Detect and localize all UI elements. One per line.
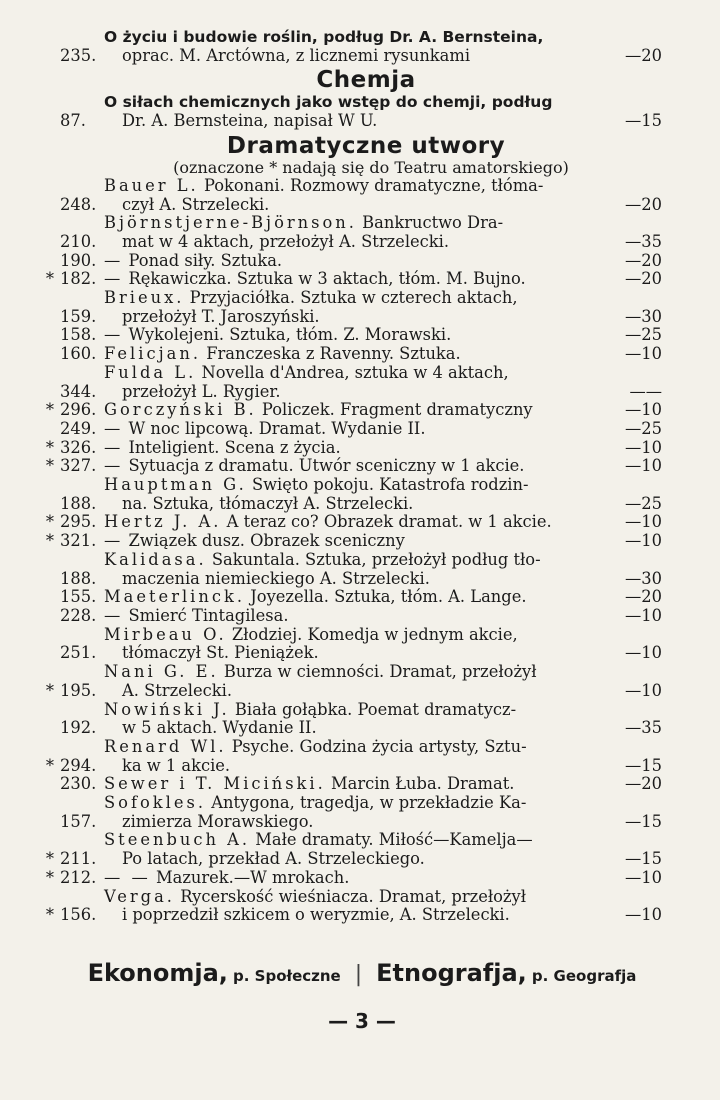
entry-description	[104, 831, 610, 868]
entry-price: —20	[625, 250, 662, 270]
entry-author: Nani G. E.	[104, 662, 219, 682]
entry-number: 230.	[60, 774, 97, 794]
entry-number: 182.	[60, 269, 97, 289]
amateur-mark: *	[45, 849, 54, 869]
entry-author: Felicjan.	[104, 344, 201, 364]
entry-continuation: oprac. M. Arctówna, z licznemi rysunkami	[122, 45, 471, 65]
entry-description	[104, 775, 610, 794]
entry-title: Marcin Łuba. Dramat.	[331, 774, 515, 794]
catalog-entry	[40, 588, 662, 607]
entry-description	[104, 326, 610, 345]
entry-title: Rycerskość wieśniacza. Dramat, przełożył	[180, 886, 526, 906]
amateur-mark: *	[45, 400, 54, 420]
footer-separator: |	[354, 961, 363, 987]
entry-number: 327.	[60, 456, 97, 476]
catalog-entry	[40, 794, 662, 831]
entry-title: Smierć Tintagilesa.	[128, 605, 289, 625]
catalog-entry	[40, 607, 662, 626]
catalog-entry	[40, 401, 662, 420]
entry-price: —10	[625, 400, 662, 420]
entry-continuation: maczenia niemieckiego A. Strzelecki.	[122, 568, 430, 588]
entry-price: —10	[625, 512, 662, 532]
entry-description	[104, 701, 610, 738]
entry-number: 235.	[60, 45, 97, 65]
entries-chemja	[40, 93, 662, 130]
entry-description	[104, 252, 610, 271]
catalog-entry	[40, 701, 662, 738]
entry-number: 155.	[60, 587, 97, 607]
entry-description	[104, 888, 610, 925]
entry-description	[104, 551, 610, 588]
entry-number: 190.	[60, 250, 97, 270]
entry-price: —20	[625, 194, 662, 214]
entry-description	[104, 794, 610, 831]
entry-author: Gorczyński B.	[104, 400, 257, 420]
entry-number: 248.	[60, 194, 97, 214]
entry-title: Psyche. Godzina życia artysty, Sztu-	[231, 736, 527, 756]
entry-number: 249.	[60, 418, 97, 438]
footer-etnografja-ref: p. Geografja	[531, 966, 637, 985]
entry-price: —15	[625, 849, 662, 869]
entry-author: Hertz J. A.	[104, 512, 222, 532]
entry-author: Nowiński J.	[104, 699, 230, 719]
entry-description	[104, 869, 610, 888]
entry-author: Maeterlinck.	[104, 587, 246, 607]
entry-description	[104, 177, 610, 214]
entry-author: Sofokles.	[104, 793, 207, 813]
entry-description	[104, 401, 610, 420]
entry-author: Kalidasa.	[104, 549, 207, 569]
entry-number: 159.	[60, 306, 97, 326]
entry-number: 195.	[60, 680, 97, 700]
section-heading-dramat: Dramatyczne utwory	[226, 132, 506, 159]
entry-title: Policzek. Fragment dramatyczny	[261, 400, 533, 420]
section-note-dramat: (oznaczone * nadają się do Teatru amatorskiego)	[173, 157, 569, 177]
entry-description	[104, 214, 610, 251]
entry-author: —	[104, 269, 124, 289]
footer-ekonomja: Ekonomja,	[87, 958, 228, 987]
entry-author: Steenbuch A.	[104, 830, 251, 850]
entry-title: Sytuacja z dramatu. Utwór sceniczny w 1 akcie.	[128, 456, 525, 476]
catalog-entry	[40, 551, 662, 588]
entry-author: Brieux.	[104, 288, 185, 308]
entry-price: —10	[625, 680, 662, 700]
entry-price: —20	[625, 269, 662, 289]
entry-number: 344.	[60, 381, 97, 401]
entry-author: Hauptman G.	[104, 475, 247, 495]
entry-number: 211.	[60, 849, 97, 869]
entry-number: 296.	[60, 400, 97, 420]
entry-continuation: A. Strzelecki.	[122, 680, 233, 700]
catalog-entry	[40, 513, 662, 532]
catalog-entry	[40, 869, 662, 888]
entry-continuation: i poprzedził szkicem o weryzmie, A. Strzelecki.	[122, 905, 510, 925]
entry-title: Pokonani. Rozmowy dramatyczne, tłóma-	[203, 175, 544, 195]
entry-price: —15	[625, 811, 662, 831]
entry-description	[104, 270, 610, 289]
amateur-mark: *	[45, 531, 54, 551]
section-heading-chemja: Chemja	[316, 67, 416, 94]
entry-number: 210.	[60, 231, 97, 251]
entry-number: 188.	[60, 493, 97, 513]
catalog-entry	[40, 439, 662, 458]
entry-title: Joyezella. Sztuka, tłóm. A. Lange.	[250, 587, 527, 607]
entry-author: Sewer i T. Miciński.	[104, 774, 326, 794]
entry-price: —35	[625, 718, 662, 738]
entry-title: Swięto pokoju. Katastrofa rodzin-	[251, 475, 529, 495]
catalog-entry	[40, 289, 662, 326]
amateur-mark: *	[45, 437, 54, 457]
entry-number: 156.	[60, 905, 97, 925]
entry-author: Fulda L.	[104, 362, 197, 382]
entry-number: 251.	[60, 643, 97, 663]
entry-description	[104, 457, 610, 476]
entry-author: Bauer L.	[104, 175, 199, 195]
entry-price: —10	[625, 605, 662, 625]
entry-title: Związek dusz. Obrazek sceniczny	[128, 531, 405, 551]
entry-price: —25	[625, 418, 662, 438]
catalog-entry	[40, 663, 662, 700]
catalog-entry	[40, 326, 662, 345]
entry-price: —10	[625, 867, 662, 887]
entry-description	[104, 364, 610, 401]
entry-number: 228.	[60, 605, 97, 625]
amateur-mark: *	[45, 269, 54, 289]
amateur-mark: *	[45, 680, 54, 700]
catalog-entry	[40, 476, 662, 513]
entry-price: —15	[625, 755, 662, 775]
catalog-entry	[40, 28, 662, 65]
entry-price: —30	[625, 568, 662, 588]
entry-title: Franczeska z Ravenny. Sztuka.	[206, 344, 461, 364]
catalog-entry	[40, 177, 662, 214]
entry-title: Złodziej. Komedja w jednym akcie,	[231, 624, 518, 644]
entry-continuation: tłómaczył St. Pieniążek.	[122, 643, 319, 663]
entry-title: O życiu i budowie roślin, podług Dr. A. Bernsteina,	[104, 28, 544, 46]
entries-top	[40, 28, 662, 65]
entry-title: Wykolejeni. Sztuka, tłóm. Z. Morawski.	[128, 325, 452, 345]
entry-description	[104, 28, 610, 65]
entry-price: —10	[625, 456, 662, 476]
catalog-entry	[40, 888, 662, 925]
entry-number: 294.	[60, 755, 97, 775]
entry-title: Biała gołąbka. Poemat dramatycz-	[234, 699, 517, 719]
entry-price: ——	[629, 381, 662, 401]
catalog-entry	[40, 345, 662, 364]
entry-title: Mazurek.—W mrokach.	[155, 867, 350, 887]
entry-number: 321.	[60, 531, 97, 551]
entry-title: Rękawiczka. Sztuka w 3 aktach, tłóm. M. Bujno.	[128, 269, 526, 289]
catalog-entry	[40, 420, 662, 439]
entry-title: Inteligient. Scena z życia.	[128, 437, 341, 457]
amateur-mark: *	[45, 905, 54, 925]
entry-title: Sakuntala. Sztuka, przełożył podług tło-	[211, 549, 541, 569]
entry-continuation: w 5 aktach. Wydanie II.	[122, 718, 317, 738]
entry-number: 192.	[60, 718, 97, 738]
entry-price: —15	[625, 111, 662, 131]
entry-description	[104, 588, 610, 607]
entry-author: Renard Wl.	[104, 736, 227, 756]
entry-author: —	[104, 456, 124, 476]
footer-crossrefs	[40, 959, 662, 987]
entry-continuation: zimierza Morawskiego.	[122, 811, 314, 831]
entry-author: —	[104, 418, 124, 438]
entry-author: — —	[104, 867, 151, 887]
entry-continuation: Dr. A. Bernsteina, napisał W U.	[122, 111, 378, 131]
entry-title: Małe dramaty. Miłość—Kamelja—	[255, 830, 533, 850]
entry-price: —10	[625, 531, 662, 551]
entry-description	[104, 626, 610, 663]
entry-author: —	[104, 531, 124, 551]
entry-description	[104, 663, 610, 700]
entry-description	[104, 513, 610, 532]
entry-description	[104, 532, 610, 551]
entry-continuation: mat w 4 aktach, przełożył A. Strzelecki.	[122, 231, 450, 251]
entry-price: —25	[625, 493, 662, 513]
entry-title: W noc lipcową. Dramat. Wydanie II.	[128, 418, 426, 438]
entry-price: —10	[625, 643, 662, 663]
entry-author: Mirbeau O.	[104, 624, 227, 644]
entry-number: 188.	[60, 568, 97, 588]
footer-ekonomja-ref: p. Społeczne	[233, 966, 341, 985]
entry-number: 212.	[60, 867, 97, 887]
entry-continuation: na. Sztuka, tłómaczył A. Strzelecki.	[122, 493, 414, 513]
entry-title: Przyjaciółka. Sztuka w czterech aktach,	[189, 288, 518, 308]
entry-price: —20	[625, 45, 662, 65]
catalog-entry	[40, 93, 662, 130]
entry-continuation: przełożył T. Jaroszyński.	[122, 306, 320, 326]
catalog-entry	[40, 252, 662, 271]
amateur-mark: *	[45, 867, 54, 887]
entry-description	[104, 476, 610, 513]
entry-continuation: czył A. Strzelecki.	[122, 194, 270, 214]
entry-title: O siłach chemicznych jako wstęp do chemji, podług	[104, 93, 553, 112]
entry-price: —25	[625, 325, 662, 345]
entry-title: Antygona, tragedja, w przekładzie Ka-	[211, 793, 527, 813]
entry-description	[104, 345, 610, 364]
entry-description	[104, 289, 610, 326]
amateur-mark: *	[45, 512, 54, 532]
entry-price: —20	[625, 774, 662, 794]
entry-number: 157.	[60, 811, 97, 831]
entry-price: —20	[625, 587, 662, 607]
entry-description	[104, 738, 610, 775]
entry-author: —	[104, 250, 124, 270]
entry-price: —30	[625, 306, 662, 326]
entries-dramat	[40, 177, 662, 925]
entry-description	[104, 420, 610, 439]
catalog-entry	[40, 626, 662, 663]
amateur-mark: *	[45, 755, 54, 775]
entry-price: —35	[625, 231, 662, 251]
entry-description	[104, 607, 610, 626]
entry-price: —10	[625, 344, 662, 364]
entry-continuation: Po latach, przekład A. Strzeleckiego.	[122, 849, 425, 869]
catalog-entry	[40, 270, 662, 289]
entry-title: Novella d'Andrea, sztuka w 4 aktach,	[201, 362, 509, 382]
entry-continuation: przełożył L. Rygier.	[122, 381, 281, 401]
entry-number: 87.	[60, 111, 86, 131]
entry-author: Björnstjerne-Björnson.	[104, 213, 357, 233]
page-number: — 3 —	[328, 1008, 396, 1033]
footer-etnografja: Etnografja,	[376, 958, 527, 987]
entry-author: Verga.	[104, 886, 175, 906]
entry-author: —	[104, 437, 124, 457]
entry-author: —	[104, 325, 124, 345]
entry-description	[104, 439, 610, 458]
entry-number: 158.	[60, 325, 97, 345]
entry-price: —10	[625, 905, 662, 925]
catalog-entry	[40, 364, 662, 401]
entry-number: 160.	[60, 344, 97, 364]
entry-title: Ponad siły. Sztuka.	[128, 250, 283, 270]
entry-title: A teraz co? Obrazek dramat. w 1 akcie.	[226, 512, 552, 532]
catalog-entry	[40, 532, 662, 551]
amateur-mark: *	[45, 456, 54, 476]
entry-author: —	[104, 605, 124, 625]
catalog-entry	[40, 738, 662, 775]
catalog-entry	[40, 214, 662, 251]
catalog-entry	[40, 831, 662, 868]
catalog-entry	[40, 775, 662, 794]
entry-title: Burza w ciemności. Dramat, przełożył	[223, 662, 537, 682]
entry-number: 295.	[60, 512, 97, 532]
entry-description	[104, 93, 610, 130]
catalog-entry	[40, 457, 662, 476]
entry-number: 326.	[60, 437, 97, 457]
entry-continuation: ka w 1 akcie.	[122, 755, 231, 775]
entry-title: Bankructwo Dra-	[362, 213, 504, 233]
entry-price: —10	[625, 437, 662, 457]
